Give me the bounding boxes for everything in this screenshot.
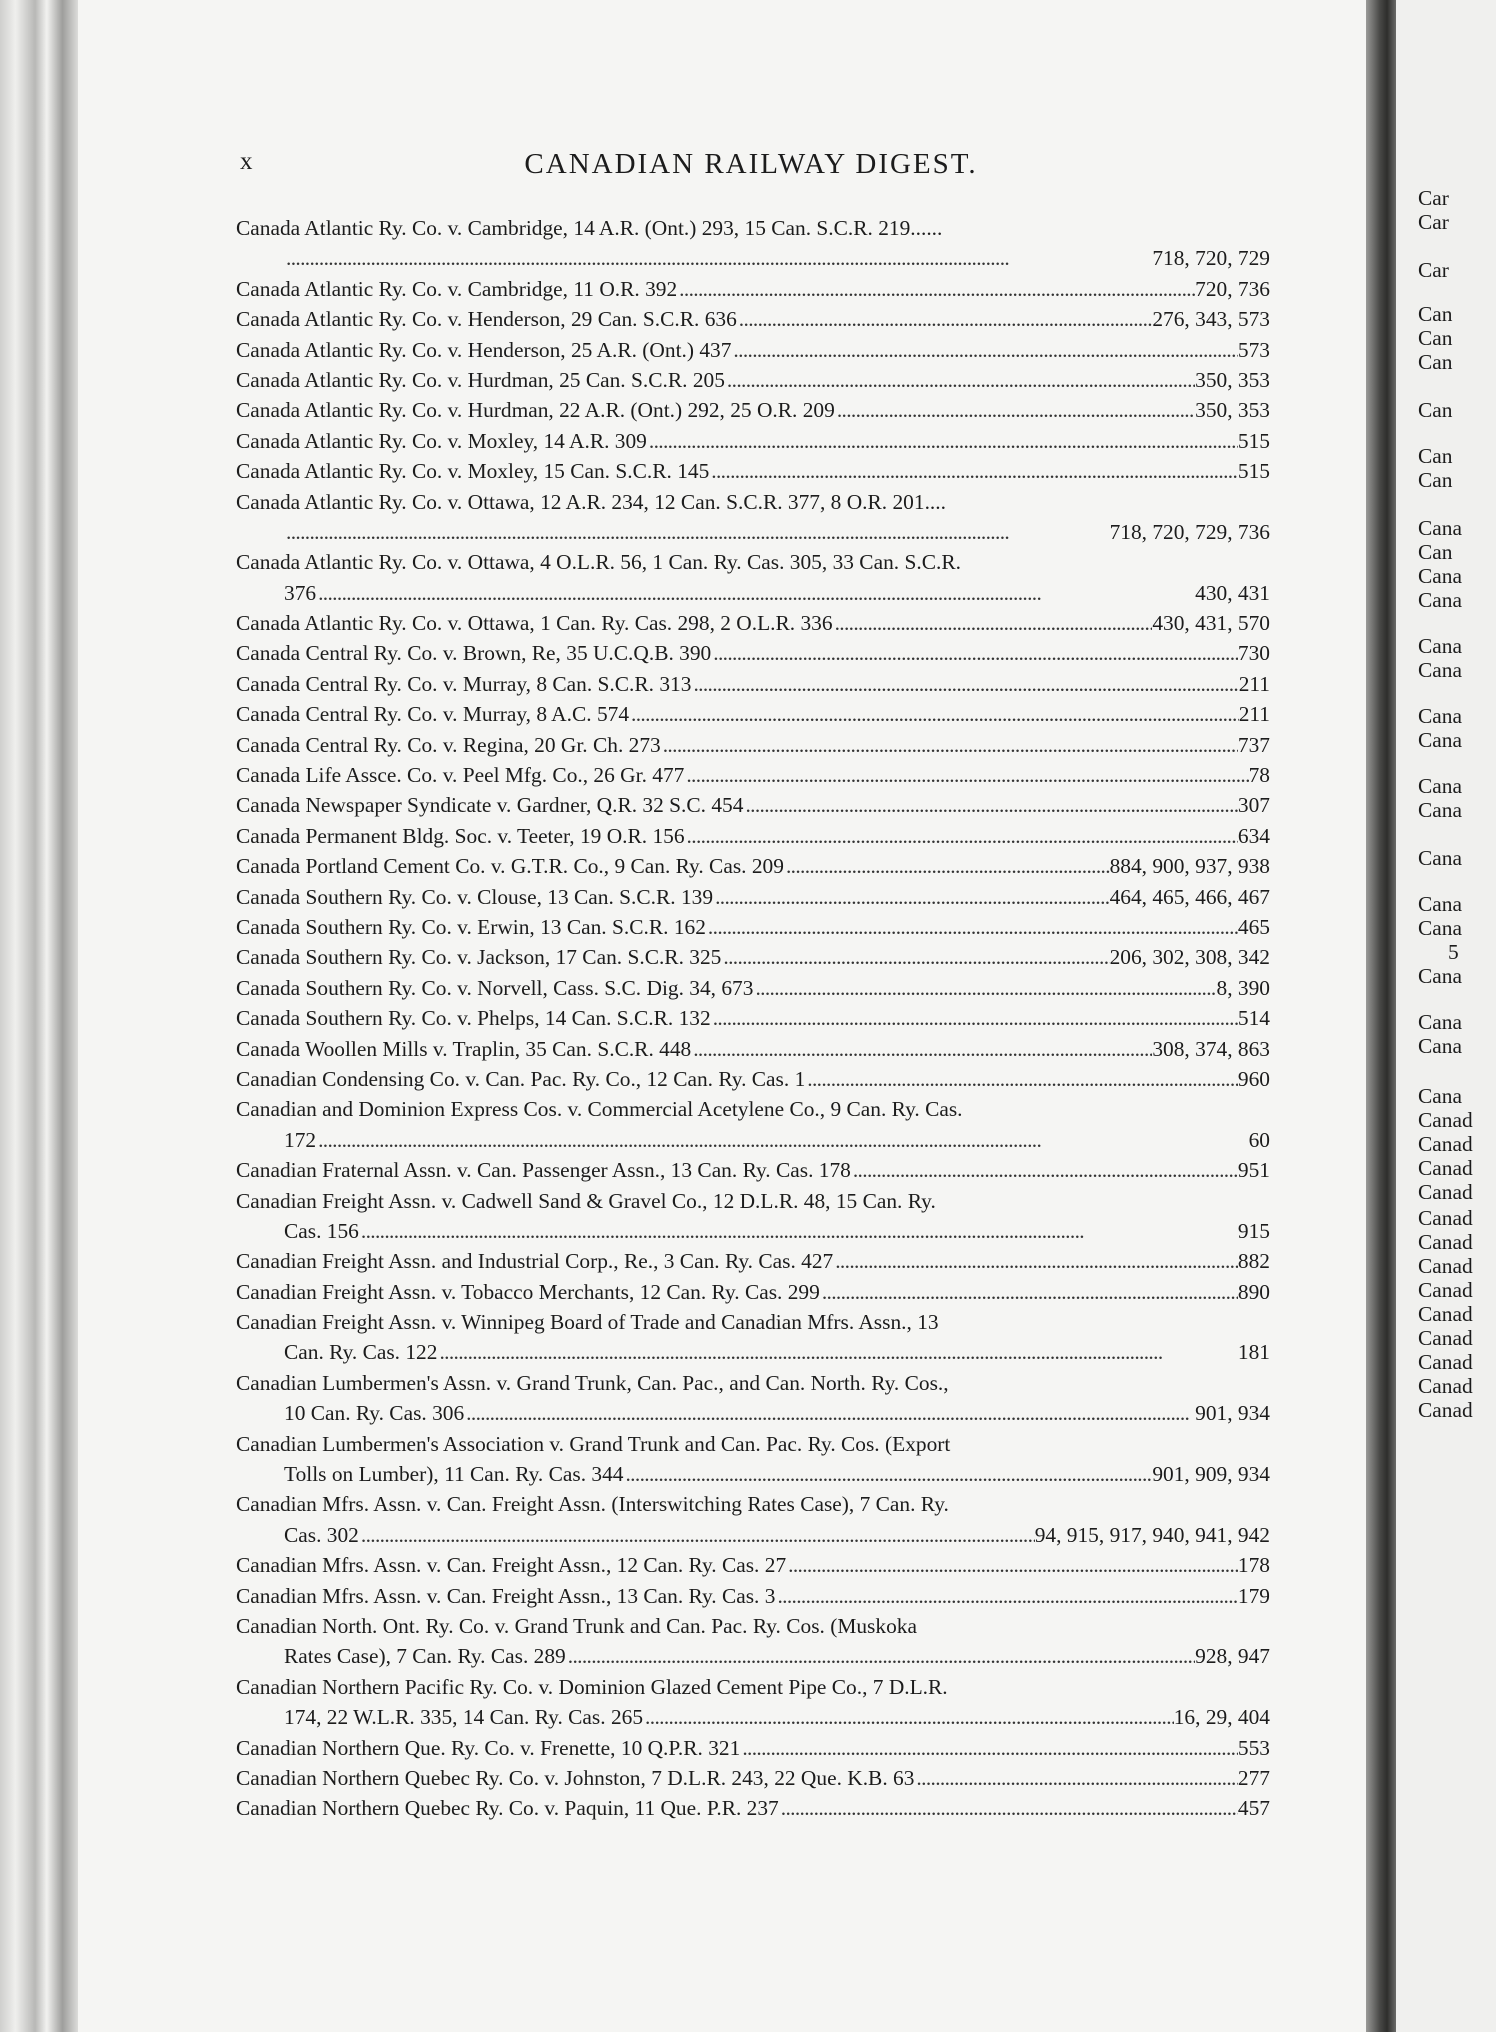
- facing-page-text-fragment: Cana: [1418, 1034, 1462, 1058]
- dot-leader: [437, 1337, 1237, 1367]
- page-references: 901, 934: [1195, 1401, 1270, 1426]
- dot-leader: [691, 669, 1238, 699]
- dot-leader: [805, 1064, 1238, 1094]
- case-citation: Canada Atlantic Ry. Co. v. Ottawa, 12 A.R. 234, 12 Can. S.C.R. 377, 8 O.R. 201....: [236, 489, 946, 514]
- case-citation: Canadian Mfrs. Assn. v. Can. Freight Assn., 13 Can. Ry. Cas. 3: [236, 1583, 776, 1608]
- dot-leader: [685, 821, 1238, 851]
- page-references: 515: [1237, 428, 1270, 453]
- facing-page-text-fragment: Canad: [1418, 1326, 1473, 1350]
- case-entry: [236, 426, 1270, 456]
- case-citation: Canadian Freight Assn. and Industrial Corp., Re., 3 Can. Ry. Cas. 427: [236, 1249, 834, 1274]
- page-references: 928, 947: [1195, 1644, 1270, 1669]
- case-citation: Canadian Mfrs. Assn. v. Can. Freight Assn., 12 Can. Ry. Cas. 27: [236, 1553, 787, 1578]
- case-entry: [236, 395, 1270, 425]
- page-references: 178: [1237, 1553, 1270, 1578]
- case-citation-continued: Cas. 302: [284, 1522, 359, 1547]
- case-citation: Canadian Lumbermen's Assn. v. Grand Trunk, Can. Pac., and Can. North. Ry. Cos.,: [236, 1370, 949, 1395]
- case-entry: [236, 1155, 1270, 1185]
- page-references: 181: [1237, 1340, 1270, 1365]
- facing-page-text-fragment: Cana: [1418, 516, 1462, 540]
- case-citation: Canadian Northern Quebec Ry. Co. v. Johnston, 7 D.L.R. 243, 22 Que. K.B. 63: [236, 1765, 915, 1790]
- case-entry: [236, 304, 1270, 334]
- case-entry: [236, 882, 1270, 912]
- case-citation: Canadian Northern Que. Ry. Co. v. Frenette, 10 Q.P.R. 321: [236, 1735, 741, 1760]
- facing-page-text-fragment: Cana: [1418, 1084, 1462, 1108]
- case-citation: Canadian Northern Quebec Ry. Co. v. Paquin, 11 Que. P.R. 237: [236, 1796, 779, 1821]
- case-entry: [236, 638, 1270, 668]
- dot-leader: [835, 395, 1195, 425]
- page-references: 737: [1237, 732, 1270, 757]
- case-entry: [236, 1733, 1270, 1763]
- case-entry: [236, 730, 1270, 760]
- dot-leader: [743, 790, 1237, 820]
- facing-page-text-fragment: Cana: [1418, 658, 1462, 682]
- dot-leader: [851, 1155, 1238, 1185]
- case-citation: Canada Central Ry. Co. v. Murray, 8 Can. S.C.R. 313: [236, 671, 692, 696]
- facing-page-text-fragment: Canad: [1418, 1206, 1473, 1230]
- case-citation: Canadian Northern Pacific Ry. Co. v. Dominion Glazed Cement Pipe Co., 7 D.L.R.: [236, 1674, 948, 1699]
- case-entry: [236, 547, 1270, 608]
- dot-leader: [643, 1702, 1174, 1732]
- dot-leader: [709, 456, 1238, 486]
- case-citation: Canada Portland Cement Co. v. G.T.R. Co., 9 Can. Ry. Cas. 209: [236, 854, 784, 879]
- page-references: 308, 374, 863: [1152, 1036, 1270, 1061]
- page-references: 94, 915, 917, 940, 941, 942: [1034, 1522, 1270, 1547]
- facing-page-text-fragment: Cana: [1418, 798, 1462, 822]
- case-entry: [236, 335, 1270, 365]
- page-references: 206, 302, 308, 342: [1109, 945, 1270, 970]
- dot-leader: [647, 426, 1238, 456]
- case-citation: Canadian Freight Assn. v. Tobacco Merchants, 12 Can. Ry. Cas. 299: [236, 1279, 820, 1304]
- case-citation: Canadian Freight Assn. v. Winnipeg Board of Trade and Canadian Mfrs. Assn., 13: [236, 1310, 939, 1335]
- case-citation: Canada Atlantic Ry. Co. v. Moxley, 14 A.R. 309: [236, 428, 647, 453]
- facing-page-text-fragment: Canad: [1418, 1350, 1473, 1374]
- page-references: 720, 736: [1195, 276, 1270, 301]
- case-entry: [236, 699, 1270, 729]
- case-index-list: [236, 213, 1270, 1824]
- facing-page-text-fragment: Can: [1418, 350, 1453, 374]
- facing-page-edge: [1396, 0, 1496, 2032]
- facing-page-text-fragment: Cana: [1418, 892, 1462, 916]
- case-citation: Canada Life Assce. Co. v. Peel Mfg. Co., 26 Gr. 477: [236, 763, 685, 788]
- dot-leader: [820, 1277, 1238, 1307]
- page-references: 514: [1237, 1006, 1270, 1031]
- case-entry: [236, 1034, 1270, 1064]
- page-references: 78: [1248, 763, 1270, 788]
- facing-page-text-fragment: Cana: [1418, 564, 1462, 588]
- case-citation: Canadian and Dominion Express Cos. v. Commercial Acetylene Co., 9 Can. Ry. Cas.: [236, 1097, 963, 1122]
- page-references: 16, 29, 404: [1173, 1705, 1270, 1730]
- page-references: 915: [1237, 1218, 1270, 1243]
- case-entry: [236, 1550, 1270, 1580]
- page-references: 350, 353: [1195, 367, 1270, 392]
- dot-leader: [677, 274, 1195, 304]
- dot-leader: [706, 912, 1238, 942]
- dot-leader: [359, 1216, 1238, 1246]
- book-binding-edge: [0, 0, 78, 2032]
- case-entry: [236, 1489, 1270, 1550]
- dot-leader: [284, 243, 1152, 273]
- facing-page-text-fragment: Car: [1418, 210, 1449, 234]
- case-citation: Canada Southern Ry. Co. v. Phelps, 14 Can. S.C.R. 132: [236, 1006, 711, 1031]
- case-citation: Canada Atlantic Ry. Co. v. Cambridge, 14 A.R. (Ont.) 293, 15 Can. S.C.R. 219......: [236, 216, 943, 240]
- case-entry: [236, 213, 1270, 274]
- case-entry: [236, 274, 1270, 304]
- facing-page-text-fragment: Canad: [1418, 1302, 1473, 1326]
- case-citation: Canada Atlantic Ry. Co. v. Cambridge, 11 O.R. 392: [236, 276, 678, 301]
- case-citation: Canada Atlantic Ry. Co. v. Henderson, 25 A.R. (Ont.) 437: [236, 337, 732, 362]
- case-entry: [236, 821, 1270, 851]
- facing-page-text-fragment: Canad: [1418, 1132, 1473, 1156]
- dot-leader: [914, 1763, 1237, 1793]
- case-citation: Canada Southern Ry. Co. v. Jackson, 17 Can. S.C.R. 325: [236, 945, 722, 970]
- facing-page-text-fragment: 5: [1448, 940, 1459, 964]
- facing-page-text-fragment: Cana: [1418, 1010, 1462, 1034]
- page-references: 307: [1237, 793, 1270, 818]
- dot-leader: [833, 1246, 1238, 1276]
- page-references: 211: [1238, 671, 1270, 696]
- dot-leader: [691, 1034, 1152, 1064]
- case-citation-continued: 376: [284, 580, 317, 605]
- case-citation: Canadian Lumbermen's Association v. Grand Trunk and Can. Pac. Ry. Cos. (Export: [236, 1431, 951, 1456]
- facing-page-text-fragment: Can: [1418, 398, 1453, 422]
- case-citation: Canada Atlantic Ry. Co. v. Moxley, 15 Can. S.C.R. 145: [236, 459, 710, 484]
- page-references: 465: [1237, 914, 1270, 939]
- facing-page-text-fragment: Cana: [1418, 774, 1462, 798]
- page-references: 277: [1237, 1765, 1270, 1790]
- case-citation: Canadian Mfrs. Assn. v. Can. Freight Assn. (Interswitching Rates Case), 7 Can. Ry.: [236, 1492, 949, 1517]
- case-citation: Canada Atlantic Ry. Co. v. Henderson, 29 Can. S.C.R. 636: [236, 307, 737, 332]
- dot-leader: [786, 1550, 1238, 1580]
- page-references: 464, 465, 466, 467: [1109, 884, 1270, 909]
- case-citation: Canada Southern Ry. Co. v. Erwin, 13 Can. S.C.R. 162: [236, 914, 706, 939]
- case-entry: [236, 1246, 1270, 1276]
- case-citation: Canada Southern Ry. Co. v. Norvell, Cass. S.C. Dig. 34, 673: [236, 975, 754, 1000]
- dot-leader: [713, 882, 1110, 912]
- dot-leader: [833, 608, 1153, 638]
- facing-page-text-fragment: Canad: [1418, 1374, 1473, 1398]
- page-references: 60: [1248, 1127, 1270, 1152]
- dot-leader: [784, 851, 1110, 881]
- case-citation: Canada Woollen Mills v. Traplin, 35 Can. S.C.R. 448: [236, 1036, 692, 1061]
- case-entry: [236, 1003, 1270, 1033]
- page-number: x: [240, 148, 254, 175]
- facing-page-text-fragment: Cana: [1418, 728, 1462, 752]
- facing-page-text-fragment: Canad: [1418, 1108, 1473, 1132]
- case-citation-continued: 10 Can. Ry. Cas. 306: [284, 1401, 465, 1426]
- facing-page-text-fragment: Canad: [1418, 1254, 1473, 1278]
- case-entry: [236, 1186, 1270, 1247]
- facing-page-text-fragment: Can: [1418, 468, 1453, 492]
- case-entry: [236, 1672, 1270, 1733]
- facing-page-text-fragment: Cana: [1418, 916, 1462, 940]
- page-references: 634: [1237, 823, 1270, 848]
- case-entry: [236, 1793, 1270, 1823]
- page-references: 882: [1237, 1249, 1270, 1274]
- case-citation: Canada Permanent Bldg. Soc. v. Teeter, 19 O.R. 156: [236, 823, 685, 848]
- page-references: 730: [1237, 641, 1270, 666]
- facing-page-text-fragment: Canad: [1418, 1156, 1473, 1180]
- facing-page-text-fragment: Can: [1418, 540, 1453, 564]
- dot-leader: [464, 1398, 1195, 1428]
- page-references: 901, 909, 934: [1152, 1462, 1270, 1487]
- case-citation-continued: 174, 22 W.L.R. 335, 14 Can. Ry. Cas. 265: [284, 1705, 644, 1730]
- dot-leader: [629, 699, 1239, 729]
- page-references: 718, 720, 729: [1152, 246, 1270, 271]
- case-entry: [236, 1277, 1270, 1307]
- dot-leader: [725, 365, 1195, 395]
- case-citation-continued: 172: [284, 1127, 317, 1152]
- facing-page-text-fragment: Canad: [1418, 1180, 1473, 1204]
- case-entry: [236, 912, 1270, 942]
- page-references: 8, 390: [1216, 975, 1270, 1000]
- dot-leader: [284, 517, 1110, 547]
- facing-page-text-fragment: Can: [1418, 444, 1453, 468]
- page-references: 350, 353: [1195, 398, 1270, 423]
- page-references: 890: [1237, 1279, 1270, 1304]
- case-citation: Canada Atlantic Ry. Co. v. Hurdman, 22 A.R. (Ont.) 292, 25 O.R. 209: [236, 398, 835, 423]
- case-entry: [236, 669, 1270, 699]
- facing-page-text-fragment: Canad: [1418, 1230, 1473, 1254]
- facing-page-text-fragment: Canad: [1418, 1278, 1473, 1302]
- case-entry: [236, 365, 1270, 395]
- page-references: 884, 900, 937, 938: [1109, 854, 1270, 879]
- case-entry: [236, 1307, 1270, 1368]
- case-citation-continued: Can. Ry. Cas. 122: [284, 1340, 438, 1365]
- facing-page-text-fragment: Cana: [1418, 588, 1462, 612]
- case-entry: [236, 608, 1270, 638]
- case-citation: Canada Central Ry. Co. v. Brown, Re, 35 U.C.Q.B. 390: [236, 641, 712, 666]
- page-references: 430, 431, 570: [1152, 611, 1270, 636]
- page-references: 457: [1237, 1796, 1270, 1821]
- page-references: 573: [1237, 337, 1270, 362]
- case-citation-continued: Rates Case), 7 Can. Ry. Cas. 289: [284, 1644, 566, 1669]
- case-entry: [236, 1429, 1270, 1490]
- case-citation: Canadian Condensing Co. v. Can. Pac. Ry. Co., 12 Can. Ry. Cas. 1: [236, 1066, 806, 1091]
- dot-leader: [316, 578, 1195, 608]
- case-citation: Canada Central Ry. Co. v. Regina, 20 Gr. Ch. 273: [236, 732, 661, 757]
- case-citation: Canada Atlantic Ry. Co. v. Ottawa, 1 Can. Ry. Cas. 298, 2 O.L.R. 336: [236, 611, 833, 636]
- case-citation: Canada Atlantic Ry. Co. v. Ottawa, 4 O.L.R. 56, 1 Can. Ry. Cas. 305, 33 Can. S.C.R.: [236, 550, 961, 575]
- case-entry: [236, 1581, 1270, 1611]
- running-title: CANADIAN RAILWAY DIGEST.: [524, 148, 978, 180]
- dot-leader: [684, 760, 1248, 790]
- facing-page-text-fragment: Canad: [1418, 1398, 1473, 1422]
- case-citation: Canadian Freight Assn. v. Cadwell Sand & Gravel Co., 12 D.L.R. 48, 15 Can. Ry.: [236, 1188, 936, 1213]
- case-entry: [236, 1763, 1270, 1793]
- facing-page-text-fragment: Car: [1418, 186, 1449, 210]
- dot-leader: [623, 1459, 1152, 1489]
- dot-leader: [359, 1520, 1035, 1550]
- case-entry: [236, 487, 1270, 548]
- dot-leader: [711, 638, 1238, 668]
- page-references: 553: [1237, 1735, 1270, 1760]
- case-citation: Canada Atlantic Ry. Co. v. Hurdman, 25 Can. S.C.R. 205: [236, 367, 725, 392]
- facing-page-text-fragment: Cana: [1418, 704, 1462, 728]
- case-citation: Canadian Fraternal Assn. v. Can. Passenger Assn., 13 Can. Ry. Cas. 178: [236, 1158, 851, 1183]
- case-citation-continued: Cas. 156: [284, 1218, 359, 1243]
- dot-leader: [661, 730, 1238, 760]
- dot-leader: [779, 1793, 1238, 1823]
- dot-leader: [737, 304, 1153, 334]
- facing-page-text-fragment: Car: [1418, 258, 1449, 282]
- case-citation: Canada Central Ry. Co. v. Murray, 8 A.C. 574: [236, 702, 630, 727]
- page-header: [240, 148, 1262, 188]
- case-entry: [236, 456, 1270, 486]
- dot-leader: [711, 1003, 1238, 1033]
- case-entry: [236, 1368, 1270, 1429]
- page-references: 951: [1237, 1158, 1270, 1183]
- facing-page-text-fragment: Can: [1418, 302, 1453, 326]
- case-citation: Canada Southern Ry. Co. v. Clouse, 13 Can. S.C.R. 139: [236, 884, 714, 909]
- dot-leader: [316, 1125, 1249, 1155]
- page-references: 960: [1237, 1066, 1270, 1091]
- facing-page-text-fragment: Cana: [1418, 634, 1462, 658]
- case-entry: [236, 942, 1270, 972]
- dot-leader: [566, 1641, 1195, 1671]
- page-references: 211: [1238, 702, 1270, 727]
- case-citation-continued: Tolls on Lumber), 11 Can. Ry. Cas. 344: [284, 1462, 624, 1487]
- facing-page-text-fragment: Can: [1418, 326, 1453, 350]
- case-entry: [236, 1094, 1270, 1155]
- page-references: 430, 431: [1195, 580, 1270, 605]
- dot-leader: [721, 942, 1109, 972]
- case-entry: [236, 760, 1270, 790]
- case-entry: [236, 973, 1270, 1003]
- facing-page-text-fragment: Cana: [1418, 846, 1462, 870]
- case-entry: [236, 1611, 1270, 1672]
- case-entry: [236, 790, 1270, 820]
- dot-leader: [753, 973, 1216, 1003]
- facing-page-text-fragment: Cana: [1418, 964, 1462, 988]
- case-citation: Canadian North. Ont. Ry. Co. v. Grand Trunk and Can. Pac. Ry. Cos. (Muskoka: [236, 1613, 917, 1638]
- dot-leader: [775, 1581, 1237, 1611]
- page-references: 179: [1237, 1583, 1270, 1608]
- page-references: 515: [1237, 459, 1270, 484]
- dot-leader: [731, 335, 1237, 365]
- dot-leader: [740, 1733, 1238, 1763]
- case-entry: [236, 1064, 1270, 1094]
- page-references: 718, 720, 729, 736: [1109, 519, 1270, 544]
- case-entry: [236, 851, 1270, 881]
- page-gutter: [1366, 0, 1396, 2032]
- case-citation: Canada Newspaper Syndicate v. Gardner, Q.R. 32 S.C. 454: [236, 793, 744, 818]
- page-references: 276, 343, 573: [1152, 307, 1270, 332]
